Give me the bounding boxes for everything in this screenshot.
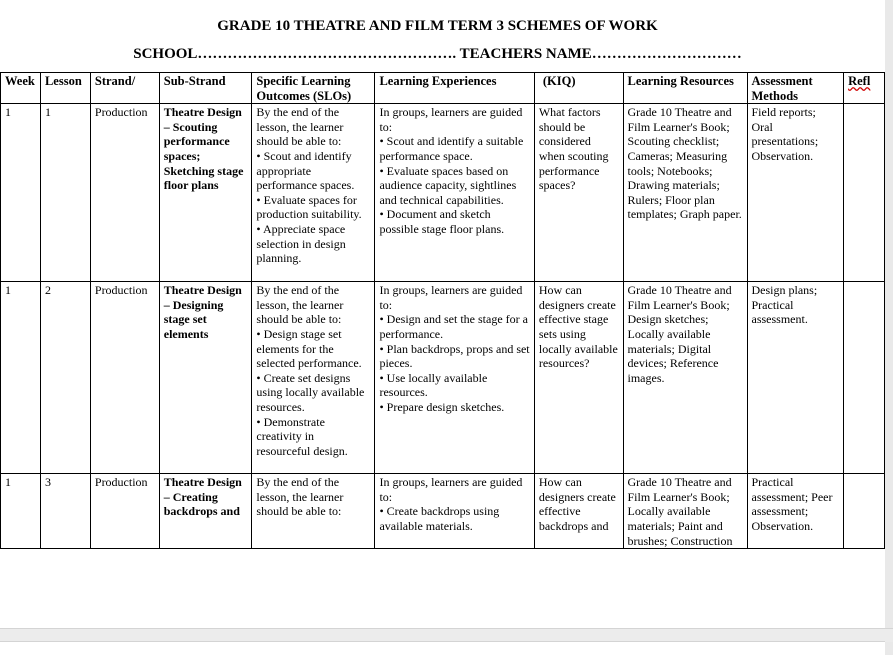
cell-strand: Production: [90, 282, 159, 474]
table-row: [1, 474, 885, 549]
cell-week: 1: [1, 104, 41, 282]
cell-week: 1: [1, 282, 41, 474]
cell-lesson: 3: [40, 474, 90, 549]
header-kiq: (KIQ): [534, 73, 623, 104]
cell-assessment: Field reports; Oral presentations; Observation.: [747, 104, 844, 282]
header-sub-strand: Sub-Strand: [159, 73, 252, 104]
header-strand: Strand/: [90, 73, 159, 104]
cell-reflection: [844, 104, 885, 282]
cell-learning-resources: Grade 10 Theatre and Film Learner's Book; Design sketches; Locally available materials; Digital devices; Reference images.: [623, 282, 747, 474]
cell-strand: Production: [90, 474, 159, 549]
cell-sub-strand: Theatre Design – Designing stage set elements: [159, 282, 252, 474]
cell-reflection: [844, 282, 885, 474]
header-learning-resources: Learning Resources: [623, 73, 747, 104]
cell-lesson: 1: [40, 104, 90, 282]
cell-learning-experiences: In groups, learners are guided to: • Design and set the stage for a performance. • Plan backdrops, props and set pieces. • Use locally available resources. • Prepare design sketches.: [375, 282, 534, 474]
header-slos: Specific Learning Outcomes (SLOs): [252, 73, 375, 104]
header-reflection: [844, 73, 885, 104]
cell-slos: By the end of the lesson, the learner should be able to: • Scout and identify appropriate performance spaces. • Evaluate spaces for production suitability. • Appreciate space selection in design planning.: [252, 104, 375, 282]
cell-lesson: 2: [40, 282, 90, 474]
window-edge: [885, 0, 893, 655]
cell-kiq: How can designers create effective stage sets using locally available resources?: [534, 282, 623, 474]
cell-assessment: Practical assessment; Peer assessment; Observation.: [747, 474, 844, 549]
cell-learning-experiences: In groups, learners are guided to: • Scout and identify a suitable performance space. • Evaluate spaces based on audience capacity, sightlines and technical capabilities. • Document and sketch possible stage floor plans.: [375, 104, 534, 282]
cell-strand: Production: [90, 104, 159, 282]
document-title: GRADE 10 THEATRE AND FILM TERM 3 SCHEMES OF WORK: [217, 18, 658, 34]
header-assessment-methods: Assessment Methods: [747, 73, 844, 104]
header-row: [1, 73, 885, 104]
cell-sub-strand: Theatre Design – Creating backdrops and: [159, 474, 252, 549]
cell-assessment: Design plans; Practical assessment.: [747, 282, 844, 474]
cell-learning-experiences: In groups, learners are guided to: • Create backdrops using available materials.: [375, 474, 534, 549]
cell-learning-resources: Grade 10 Theatre and Film Learner's Book; Locally available materials; Paint and brushes; Construction: [623, 474, 747, 549]
schemes-of-work-table: [0, 72, 885, 549]
table-row: [1, 104, 885, 282]
next-page-edge: [0, 641, 885, 656]
table-row: [1, 282, 885, 474]
header-week: Week: [1, 73, 41, 104]
cell-sub-strand: Theatre Design – Scouting performance spaces; Sketching stage floor plans: [159, 104, 252, 282]
page-gap: [0, 628, 893, 642]
cell-slos: By the end of the lesson, the learner should be able to: • Design stage set elements for the selected performance. • Create set designs using locally available resources. • Demonstrate creativity in resourceful design.: [252, 282, 375, 474]
cell-week: 1: [1, 474, 41, 549]
cell-kiq: How can designers create effective backdrops and: [534, 474, 623, 549]
cell-slos: By the end of the lesson, the learner should be able to:: [252, 474, 375, 549]
reflection-label: Refl: [848, 74, 871, 88]
school-teacher-line: SCHOOL……………………………………………. TEACHERS NAME…………………………: [133, 46, 742, 62]
cell-kiq: What factors should be considered when scouting performance spaces?: [534, 104, 623, 282]
cell-learning-resources: Grade 10 Theatre and Film Learner's Book; Scouting checklist; Cameras; Measuring tools; Notebooks; Drawing materials; Rulers; Floor plan templates; Graph paper.: [623, 104, 747, 282]
header-lesson: Lesson: [40, 73, 90, 104]
header-learning-experiences: Learning Experiences: [375, 73, 534, 104]
cell-reflection: [844, 474, 885, 549]
